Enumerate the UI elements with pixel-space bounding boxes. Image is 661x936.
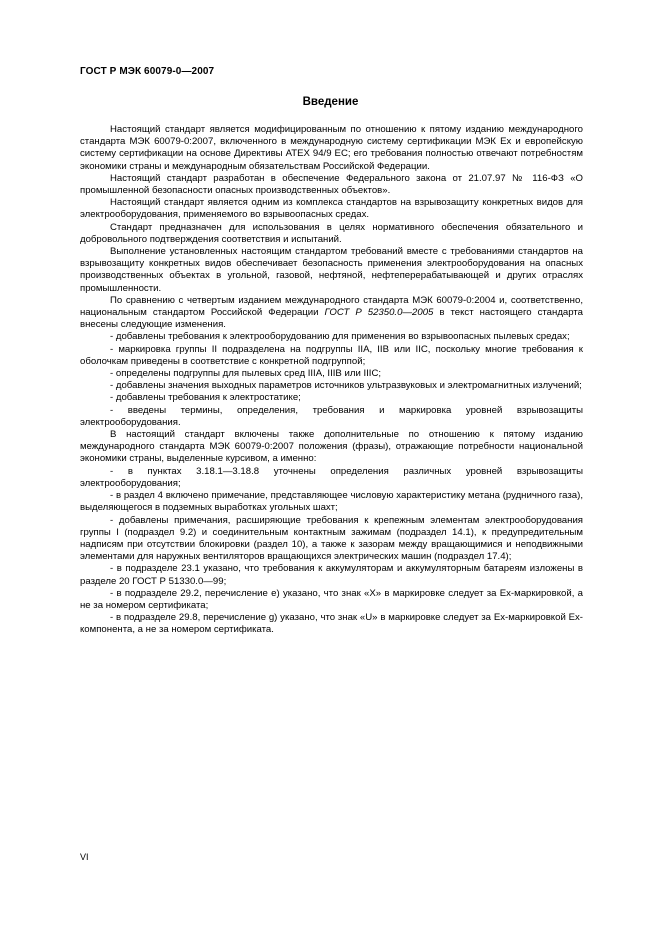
paragraph: Настоящий стандарт является одним из комплекса стандартов на взрывозащиту конкретных видов для электрооборудования, применяемого во взрывоопасных средах. [80,197,583,221]
comparison-text-end: в текст настоящего стандарта внесены следующие изменения. [80,307,583,331]
list-item: - добавлены требования к электростатике; [110,392,301,404]
list-item: - в раздел 4 включено примечание, представляющее числовую характеристику метана (рудничного газа), выделяющегося в подземных выработках угольных шахт; [80,490,583,514]
paragraph: Стандарт предназначен для использования в целях нормативного обеспечения обязательного и добровольного подтверждения соответствия и испытаний. [80,221,583,245]
list-item: - маркировка группы II подразделена на подгруппы IIA, IIB или IIC, поскольку многие требования к оболочкам приведены в соответствие с конкретной подгруппой; [80,343,583,367]
paragraph: Выполнение установленных настоящим стандартом требований вместе с требованиями стандартов на взрывозащиту конкретных видов обеспечивает безопасность применения электрооборудования на опасных производственных объектах в угольной, газовой, нефтяной, нефтеперерабатывающей и других отраслях промышленности. [80,246,583,294]
italic-standard-ref: ГОСТ Р 52350.0—2005 [324,307,434,319]
list-item: - в подразделе 23.1 указано, что требования к аккумуляторам и аккумуляторным батареям изложены в разделе 20 ГОСТ Р 51330.0—99; [80,563,583,587]
list-item: - в пунктах 3.18.1—3.18.8 уточнены определения различных уровней взрывозащиты электрооборудования; [80,465,583,489]
paragraph: Настоящий стандарт является модифицированным по отношению к пятому изданию международного стандарта МЭК 60079-0:2007, включенного в международную систему сертификации МЭК Ex и европейскую систему сертификации на основе Директивы АТЕХ 94/9 ЕС; его требования полностью отвечают потребностям экономики страны и международным обязательствам Российской Федерации. [80,124,583,172]
comparison-paragraph [80,295,583,332]
comparison-text: По сравнению с четвертым изданием международного стандарта МЭК 60079-0:2004 и, соответственно, национальным стандартом Российской Федерации [80,294,583,319]
paragraph: Настоящий стандарт разработан в обеспечение Федерального закона от 21.07.97 № 116-ФЗ «О промышленной безопасности опасных производственных объектов». [80,172,583,197]
additional-intro: В настоящий стандарт включены также дополнительные по отношению к пятому изданию международного стандарта МЭК 60079-0:2007 положения (фразы), отражающие потребности национальной экономики страны, выделенные курсивом, а именно: [80,429,583,465]
list-item: - в подразделе 29.2, перечисление е) указано, что знак «Х» в маркировке следует за Ex-маркировкой, а не за номером сертификата; [80,587,583,611]
document-header: ГОСТ Р МЭК 60079-0—2007 [80,66,215,77]
list-item: - добавлены требования к электрооборудованию для применения во взрывоопасных пылевых средах; [110,331,570,343]
list-item: - введены термины, определения, требования и маркировка уровней взрывозащиты электрооборудования. [80,404,583,428]
list-item: - добавлены значения выходных параметров источников ультразвуковых и электромагнитных излучений; [110,380,582,392]
list-item: - в подразделе 29.8, перечисление g) указано, что знак «U» в маркировке следует за Ex-маркировкой Ex-компонента, а не за номером сертификата. [80,612,583,636]
list-item: - определены подгруппы для пылевых сред IIIA, IIIB или IIIC; [110,368,382,380]
page-number: VI [80,852,89,862]
section-title: Введение [302,96,359,108]
main-text [80,124,583,637]
list-item: - добавлены примечания, расширяющие требования к крепежным элементам электрооборудования группы I (подраздел 9.2) и соединительным контактным зажимам (подраздел 14.1), к предупредительным надписям при отсутствии блокировки (раздел 10), а также к зазорам между вращающимися и неподвижными элементами для наружных вентиляторов вращающихся электрических машин (подраздел 17.4); [80,514,583,563]
